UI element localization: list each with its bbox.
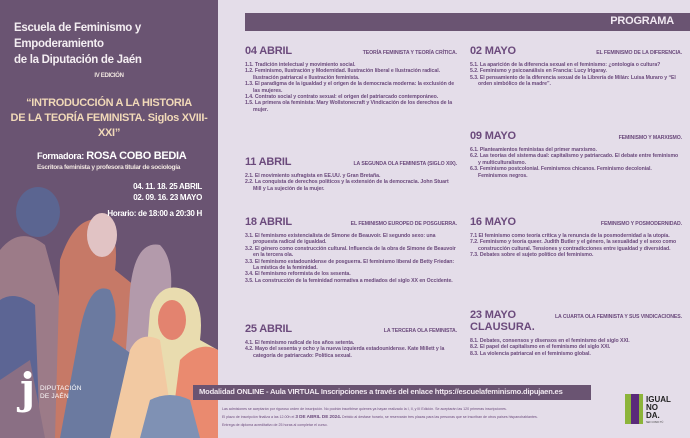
session-16-mayo — [470, 216, 682, 259]
session-item: 3.2. El género como construcción cultural. Influencia de la obra de Simone de Beauvoir en la tercera ola. — [245, 245, 456, 259]
course-title: “INTRODUCCIÓN A LA HISTORIA DE LA TEORÍA FEMINISTA. Siglos XVIII-XXI” — [10, 97, 208, 139]
session-item: 1.4. Contrato social y contrato sexual: el origen del patriarcado contemporáneo. — [245, 94, 439, 101]
session-11-abril — [245, 156, 457, 192]
session-date: 04 ABRIL — [245, 45, 292, 57]
session-item: 5.1. La aparición de la diferencia sexual en el feminismo: ¿ontología o cultura? — [470, 62, 661, 68]
trainer-description: Escritora feminista y profesora titular de sociología — [37, 164, 181, 171]
session-item: 6.2. Las teorías del sistema dual: capitalismo y patriarcado. El debate entre feminismo y multiculturalismo. — [470, 153, 679, 166]
session-item: 6.3. Feminismo postcolonial. Feminismos chicanos. Feminismo decolonial. Feminismos negros. — [470, 166, 652, 179]
session-18-abril — [245, 216, 457, 284]
session-item: 1.5. La primera ola feminista: Mary Wollstonecraft y Vindicación de los derechos de la mujer. — [245, 100, 453, 113]
session-item: 5.2. Feminismo y psicoanálisis en Francia: Lucy Irigaray. — [470, 68, 607, 75]
course-dates: 04. 11. 18. 25 ABRIL 02. 09. 16. 23 MAYO — [133, 182, 202, 202]
session-topic: TEORÍA FEMINISTA Y TEORÍA CRÍTICA. — [362, 50, 457, 56]
session-topic: EL FEMINISMO EUROPEO DE POSGUERRA. — [350, 221, 457, 227]
session-item: 8.3. La violencia patriarcal en el feminismo global. — [470, 350, 591, 357]
session-item: 7.1 El feminismo como teoría crítica y la renuncia de la posmodernidad a la utopía. — [470, 233, 670, 239]
session-item: 6.1. Planteamientos feministas del primer marxismo. — [470, 147, 597, 153]
session-topic: LA TERCERA OLA FEMINISTA. — [383, 328, 457, 334]
session-topic: FEMINISMO Y MARXISMO. — [618, 135, 682, 141]
session-item: 2.1. El movimiento sufragista en EE.UU. y Gran Bretaña. — [245, 173, 381, 179]
session-23-mayo — [470, 309, 682, 357]
logo-letter: j — [20, 364, 36, 413]
session-item: 1.2. Feminismo, Ilustración y Modernidad. Ilustración liberal e Ilustración radical. Ilustración patriarcal e Ilustración feminista. — [245, 68, 440, 81]
svg-text:IGUAL: IGUAL — [646, 395, 671, 404]
session-topic: EL FEMINISMO DE LA DIFERENCIA. — [596, 50, 682, 56]
course-hours: Horario: de 18:00 a 20:30 H — [107, 209, 202, 218]
session-04-abril — [245, 45, 457, 113]
svg-text:NO: NO — [646, 403, 658, 412]
edition-label: IV EDICIÓN — [94, 73, 124, 79]
session-date: 02 MAYO — [470, 45, 516, 57]
session-item: 5.3. El pensamiento de la diferencia sexual de la Librería de Milán: Luisa Muraro y “El orden simbólico de la madre”. — [470, 74, 676, 88]
session-09-mayo — [470, 130, 682, 179]
session-item: 8.1. Debates, consensos y disensos en el feminismo del siglo XXI. — [470, 338, 630, 344]
session-date: 18 ABRIL — [245, 216, 292, 228]
session-topic: LA CUARTA OLA FEMINISTA Y SUS VINDICACIONES. — [554, 314, 682, 320]
programa-header: PROGRAMA — [245, 13, 690, 31]
session-item: 1.3. El paradigma de la igualdad y el origen de la democracia moderna: la exclusión de las mujeres. — [245, 81, 455, 94]
session-item: 4.1. El feminismo radical de los años setenta. — [245, 340, 355, 346]
session-item: 1.1. Tradición intelectual y movimiento social. — [245, 62, 356, 68]
session-date: 23 MAYO — [470, 309, 516, 321]
session-topic: FEMINISMO Y POSMODERNIDAD. — [600, 221, 682, 227]
svg-text:DA.: DA. — [646, 411, 660, 420]
session-item: 3.5. La construcción de la feminidad normativa a mediados del siglo XX en Occidente. — [245, 277, 453, 284]
trainer: Formadora: ROSA COBO BEDIA — [37, 150, 187, 162]
registration-notes: Las admisiones se aceptarán por riguroso orden de inscripción. No podrán inscribirse quienes ya hayan realizado la I, II, y III Edición. Se aceptarán las 120 primeras inscripciones. El plazo de inscripción finaliza a las 12.00h el 3 DE ABRIL DE 2024. Debido al desfase horario, se reservarán tres plazas para las personas que se inscriban de otros países hispanohablantes. Entrega de diploma acreditativo de 25 horas al completar el curso. — [222, 407, 538, 427]
session-date: 11 ABRIL — [245, 156, 292, 168]
session-date: 16 MAYO — [470, 216, 516, 228]
session-topic: LA SEGUNDA OLA FEMINISTA (SIGLO XIX). — [353, 161, 457, 167]
svg-text:SEF COMO TÚ: SEF COMO TÚ — [646, 421, 664, 424]
session-02-mayo — [470, 45, 682, 88]
closing-label: CLAUSURA. — [470, 321, 535, 333]
session-item: 3.1. El feminismo existencialista de Simone de Beauvoir. El segundo sexo: una propuesta radical de igualdad. — [245, 233, 436, 246]
igual-no-da-logo — [625, 392, 680, 428]
session-item: 8.2. El papel del capitalismo en el feminismo del siglo XXI. — [470, 344, 611, 351]
session-item: 4.2. Mayo del sesenta y ocho y la nueva izquierda estadounidense. Kate Millett y la categoría de patriarcado: Política sexual. — [245, 346, 445, 359]
registration-banner: Modalidad ONLINE - Aula VIRTUAL Inscripciones a través del enlace https://escuelafeminismo.dipujaen.es — [193, 385, 591, 400]
session-item: 7.2. Feminismo y teoría queer. Judith Butler y el género, la sexualidad y el sexo como construcción cultural. Tensiones y contradicciones entre igualdad y diversidad. — [470, 239, 677, 252]
school-name: Escuela de Feminismo y Empoderamiento de la Diputación de Jaén — [14, 22, 142, 66]
session-item: 2.2. La conquista de derechos políticos y la extensión de la democracia. John Stuart Mill y La sujeción de la mujer. — [245, 179, 449, 192]
session-item: 7.3. Debates sobre el sujeto político del feminismo. — [470, 252, 594, 259]
session-item: 3.3. El feminismo estadounidense de posguerra. El feminismo liberal de Betty Friedan: La mística de la feminidad. — [245, 258, 455, 272]
session-date: 09 MAYO — [470, 130, 516, 142]
session-25-abril — [245, 323, 457, 359]
session-item: 3.4. El feminismo reformista de los sesenta. — [245, 271, 351, 278]
session-date: 25 ABRIL — [245, 323, 292, 335]
poster-left-panel: Escuela de Feminismo y Empoderamiento de la Diputación de Jaén IV EDICIÓN “INTRODUCCIÓN A LA HISTORIA DE LA TEORÍA FEMINISTA. Siglos XVIII-XXI” Formadora: ROSA COBO BEDIA Escritora feminista y profesora titular de sociología 04. 11. 18. 25 ABRIL 02. 09. 16. 23 MAYO Horario: de 18:00 a 20:30 H j DIPUTACIÓN DE JAÉN — [0, 0, 218, 438]
